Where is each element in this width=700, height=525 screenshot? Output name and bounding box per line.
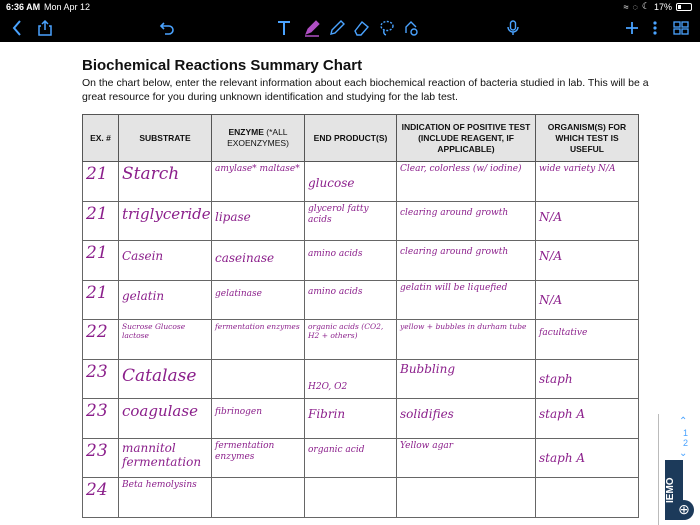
table-row[interactable] [83,320,639,360]
battery-percent: 17% [653,1,672,12]
cell-indication: solidifies [400,407,454,421]
pen-icon[interactable] [328,18,346,38]
cell-organism: staph A [539,407,586,421]
page-number[interactable]: 2 [683,438,689,448]
cell-organism: N/A [539,209,563,224]
toolbar [0,14,700,42]
cell-substrate: Sucrose Glucose lactose [122,322,186,340]
cell-enzyme: gelatinase [215,288,262,299]
eraser-icon[interactable] [352,18,370,38]
cell-substrate: Casein [122,249,164,263]
header-ex: EX. # [83,115,119,162]
cell-substrate: coagulase [122,402,198,420]
text-tool-icon[interactable] [276,18,292,38]
cell-ex: 21 [86,282,108,303]
cell-indication: clearing around growth [400,207,509,218]
wifi-icon: ≈ [623,1,629,12]
cell-organism: facultative [539,328,588,338]
table-row[interactable] [83,201,639,241]
cell-end-product: organic acids (CO2, H2 + others) [308,322,384,340]
cell-enzyme: fermentation enzymes [215,440,275,462]
cell-indication: Bubbling [400,361,455,376]
table-row[interactable] [83,280,639,320]
shape-icon[interactable] [402,18,420,38]
cell-substrate: Beta hemolysins [122,480,197,490]
table-header-row [83,115,639,162]
location-icon: ◌ [632,1,638,12]
cell-indication: yellow + bubbles in durham tube [400,322,527,331]
back-icon[interactable] [10,18,24,38]
cell-ex: 21 [86,243,108,263]
status-bar [0,0,700,14]
cell-ex: 23 [86,361,108,382]
cell-organism: N/A [539,292,563,307]
moon-icon: ☾ [641,1,650,11]
page-description: On the chart below, enter the relevant information about each biochemical reaction of bacteria studied in lab. This will be a great resource for you during unknown identification and studying for the lab test. [82,77,649,103]
chevron-down-icon[interactable]: ⌄ [679,448,688,459]
more-icon[interactable] [650,18,660,38]
cell-substrate: gelatin [122,288,165,303]
document-page[interactable] [0,42,700,525]
cell-end-product: amino acids [308,286,363,297]
cell-indication: Clear, colorless (w/ iodine) [400,164,522,174]
cell-organism: staph A [539,450,586,465]
cell-organism: wide variety N/A [539,164,616,174]
reactions-table[interactable] [82,114,639,518]
table-row[interactable] [83,241,639,281]
cell-indication: clearing around growth [400,247,509,257]
undo-icon[interactable] [158,18,176,38]
chevron-up-icon[interactable]: ⌃ [679,416,688,427]
cell-enzyme: fermentation enzymes [215,322,300,331]
cell-substrate: Catalase [122,365,197,386]
cell-indication: Yellow agar [400,440,454,451]
table-row[interactable] [83,438,639,478]
cell-enzyme: lipase [215,209,251,224]
table-row[interactable] [83,359,639,399]
microphone-icon[interactable] [506,18,520,38]
header-end-product: END PRODUCT(S) [305,115,397,162]
cell-end-product: glycerol fatty acids [308,203,369,225]
cell-ex: 21 [86,203,108,224]
cell-end-product: amino acids [308,249,363,259]
header-enzyme-note: (*ALL EXOENZYMES) [227,127,289,148]
table-row[interactable] [83,478,639,518]
cell-enzyme: fibrinogen [215,407,263,417]
cell-end-product: H2O, O2 [308,381,348,392]
cell-substrate: Starch [122,164,180,184]
header-enzyme-label: ENZYME [228,127,264,137]
side-tab-label[interactable]: IEMO [665,460,683,520]
table-row[interactable] [83,399,639,439]
cell-ex: 23 [86,401,108,421]
zoom-in-icon[interactable]: ⊕ [674,500,694,520]
table-row[interactable] [83,162,639,202]
cell-end-product: Fibrin [308,407,346,421]
share-icon[interactable] [36,18,54,38]
cell-substrate: mannitol fermentation [122,440,202,469]
cell-ex: 22 [86,322,108,342]
page-title: Biochemical Reactions Summary Chart [82,57,363,74]
header-enzyme [212,115,305,162]
cell-organism: N/A [539,249,563,263]
cell-indication: gelatin will be liquefied [400,282,508,293]
cell-substrate: triglyceride [122,204,211,223]
cell-ex: 23 [86,440,108,461]
cell-end-product: glucose [308,176,355,190]
header-indication: INDICATION OF POSITIVE TEST (INCLUDE REAGENT, IF APPLICABLE) [397,115,536,162]
add-icon[interactable] [624,18,640,38]
highlighter-icon[interactable] [302,18,322,38]
cell-end-product: organic acid [308,444,365,455]
battery-icon [676,3,692,11]
pages-icon[interactable] [672,18,690,38]
lasso-icon[interactable] [378,18,396,38]
header-organism: ORGANISM(S) FOR WHICH TEST IS USEFUL [536,115,639,162]
cell-ex: 21 [86,164,108,184]
status-time: 6:36 AM [6,2,41,12]
header-substrate: SUBSTRATE [119,115,212,162]
cell-organism: staph [539,371,573,386]
page-number[interactable]: 1 [683,428,689,438]
status-date: Mon Apr 12 [44,2,91,12]
cell-ex: 24 [86,480,108,500]
status-right [624,1,692,12]
cell-enzyme: amylase* maltase* [215,164,300,174]
cell-enzyme: caseinase [215,251,275,265]
